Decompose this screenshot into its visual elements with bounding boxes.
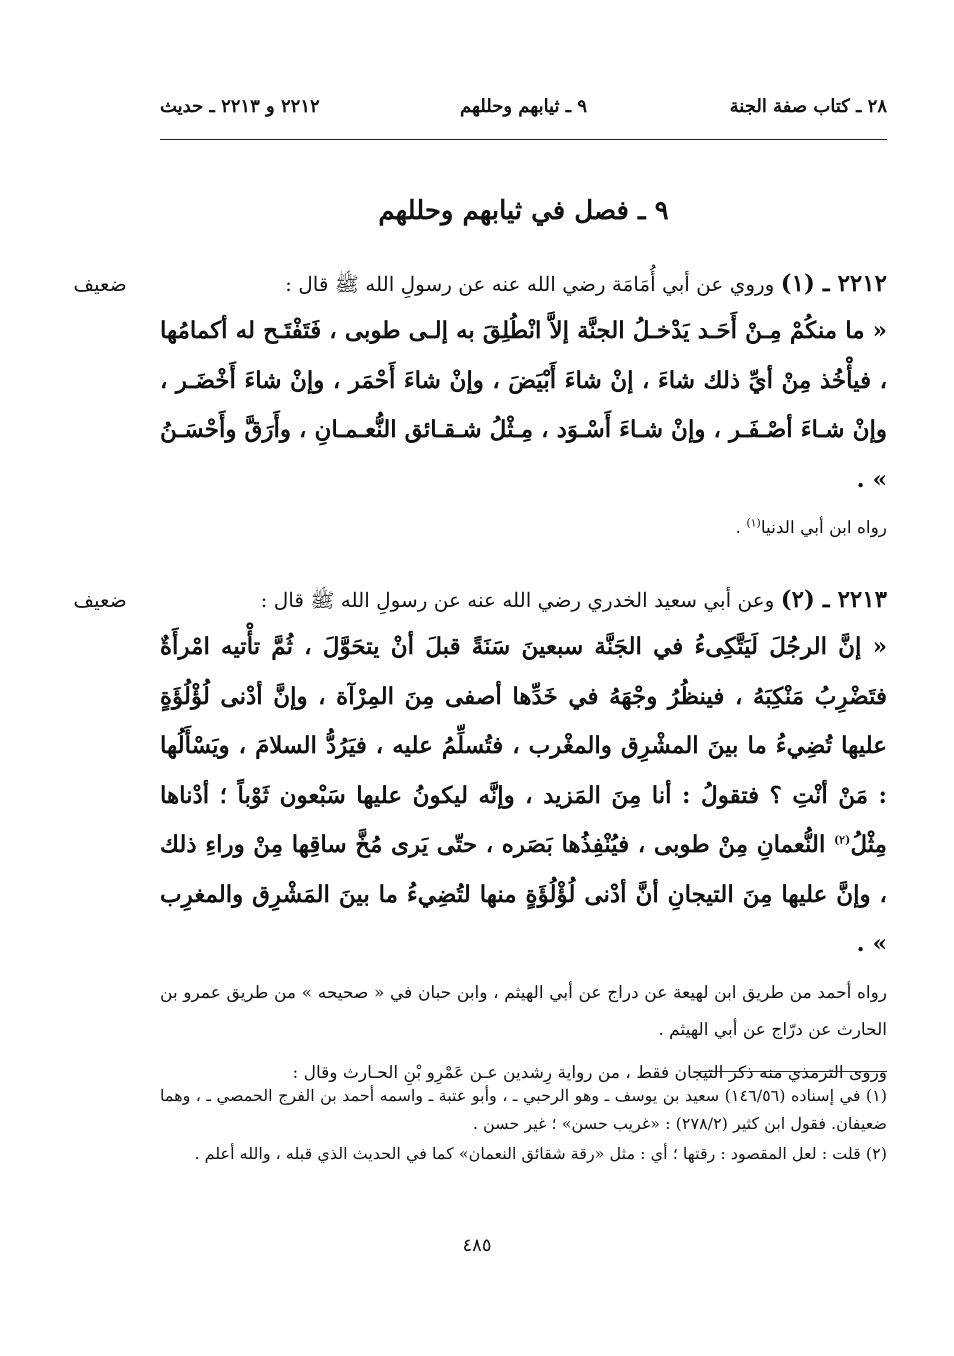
source-end: . (735, 518, 747, 538)
header-divider (160, 139, 887, 140)
hadith-number: ٢٢١٢ ـ (١) (780, 270, 887, 297)
footnote-divider (700, 1071, 887, 1072)
footnotes (160, 1082, 887, 1170)
header-hadith-range: ٢٢١٢ و ٢٢١٣ ـ حديث (160, 96, 320, 117)
hadith-text: « ما منكُمْ مِـنْ أَحَـد يَدْخـلُ الجنَّة إلاَّ انْطُلِقَ به إلـى طوبى ، فَتَفْتَـح له أكمامُها ، فيأْخُذ مِنْ أيِّ ذلك شاءَ ، إنْ شاءَ أَبْيَضَ ، وإنْ شاءَ أَحْمَر ، وإنْ شاءَ أَخْضَـر ، وإنْ شـاءَ أصْـفَـر ، وإنْ شـاءَ أَسْـوَد ، مِـثْلُ شـقـائق النُّعـمـانِ ، وأَرَقَّ وأَحْسَـنُ » . (160, 317, 887, 493)
running-header (160, 96, 887, 124)
source-text: رواه ابن أبي الدنيا (760, 518, 887, 538)
hadith-text-part-1: « إنَّ الرجُلَ لَيَتَّكِىءُ في الجَنَّة سبعينَ سَنَةً قبلَ أنْ يتحَوَّلَ ، ثُمَّ تأْتيه امْرأَةٌ فتَضْرِبُ مَنْكِبَهُ ، فينظُرُ وجْهَهُ في خَدِّها أصفى مِنَ المِرْآة ، وإنَّ أدْنى لُؤْلُؤَةٍ عليها تُضِيءُ ما بينَ المشْرِق والمغْرب ، فتُسلِّمُ عليه ، فيَرُدُّ السلامَ ، ويَسْأَلُها : مَنْ أنْتِ ؟ فتقولُ : أنا مِنَ المَزيد ، وإنَّه ليكونُ عليها سَبْعون ثَوْباً ؛ أدْناها مِثْلُ (160, 633, 887, 858)
section-title: ٩ ـ فصل في ثيابهم وحللهم (378, 196, 669, 226)
hadith-2213 (160, 578, 887, 1092)
hadith-grade-2212: ضعيف (73, 272, 127, 296)
hadith-intro (160, 578, 887, 622)
footnote-2: (٢) قلت : لعل المقصود : رقتها ؛ أي : مثل «رقة شقائق النعمان» كما في الحديث الذي قبله ، والله أعلم . (194, 1144, 887, 1163)
hadith-number: ٢٢١٣ ـ (٢) (780, 586, 887, 613)
hadith-intro (160, 262, 887, 306)
footnote-ref-1: (١) (746, 516, 761, 530)
hadith-grade-2213: ضعيف (73, 588, 127, 612)
footnote-1: (١) في إسناده (١٤٦/٥٦) سعيد بن يوسف ـ وهو الرحبي ـ ، وأبو عتبة ـ واسمه أحمد بن الفرج الحمصي ـ ، وهما ضعيفان. فقول ابن كثير (٢٧٨/٢) : «غريب حسن» ؛ غير حسن . (160, 1086, 887, 1133)
hadith-text-part-2: النُّعمانِ مِنْ طوبى ، فيُنْفِذُها بَصَره ، حتّى يَرى مُخَّ ساقِها مِنْ وراءِ ذلك ، وإنَّ عليها مِنَ التيجانِ أنَّ أدْنى لُؤْلُؤَةٍ منها لتُضِيءُ ما بينَ المَشْرِق والمغرِب » . (160, 831, 887, 957)
header-chapter-title: ٩ ـ ثيابهم وحللهم (460, 96, 587, 117)
hadith-chain: وروي عن أبي أُمَامَة رضي الله عنه عن رسولِ الله ﷺ قال : (285, 272, 781, 296)
footnote-ref-2: (٢) (833, 833, 851, 847)
hadith-source-tirmidhi: وروى الترمذي منه ذكر التيجان فقط ، من رواية رِشدين عـن عَمْرِو بْنِ الحـارث وقال : (292, 1062, 887, 1083)
hadith-text (160, 622, 887, 969)
page-number: ٤٨٥ (462, 1235, 492, 1256)
hadith-source (160, 510, 887, 547)
hadith-source: رواه أحمد من طريق ابن لهيعة عن دراج عن أبي الهيثم ، وابن حبان في « صحيحه » من طريق عمرو بن الحارث عن درّاج عن أبي الهيثم . (160, 982, 887, 1040)
header-book-title: ٢٨ ـ كتاب صفة الجنة (729, 96, 887, 117)
hadith-chain: وعن أبي سعيد الخدري رضي الله عنه عن رسولِ الله ﷺ قال : (260, 588, 781, 612)
hadith-2212 (160, 262, 887, 547)
